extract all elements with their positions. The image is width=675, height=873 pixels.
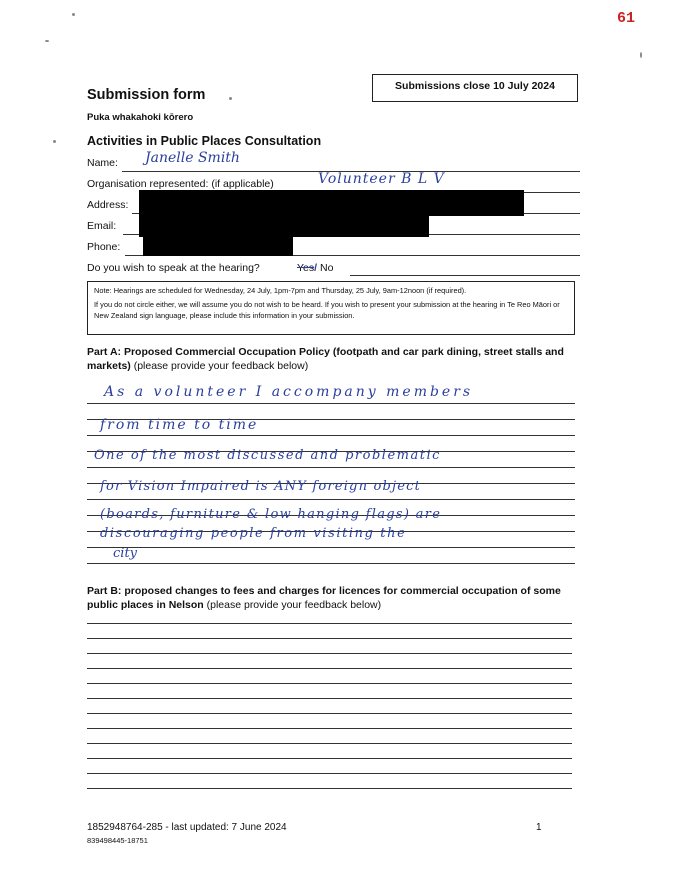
answer-line (87, 653, 572, 654)
name-label: Name: (87, 157, 118, 169)
part-b-title: Part B: proposed changes to fees and charges for licences for commercial occupation of some public places in Nelson (87, 585, 561, 611)
scan-speck (72, 13, 75, 16)
email-label: Email: (87, 220, 117, 232)
address-redaction (139, 190, 524, 216)
form-subtitle: Puka whakahoki kōrero (87, 112, 194, 123)
footer-document-id: 1852948764-285 - last updated: 7 June 2024 (87, 822, 287, 833)
answer-line (87, 683, 572, 684)
answer-line (87, 403, 575, 404)
speak-hearing-options[interactable] (297, 262, 333, 274)
answer-line (87, 758, 572, 759)
scan-speck (45, 40, 49, 42)
speak-field-line (350, 275, 580, 276)
form-title: Submission form (87, 87, 206, 103)
handwritten-line-5: (boards, furniture & low hanging flags) are (100, 507, 442, 522)
page-stamp-number: 61 (617, 10, 636, 27)
option-separator: / (314, 262, 318, 274)
answer-line (87, 467, 575, 468)
answer-line (87, 435, 575, 436)
part-b-instruction: (please provide your feedback below) (203, 599, 382, 611)
handwritten-line-6: discouraging people from visiting the (100, 526, 407, 541)
name-value-handwritten: Janelle Smith (145, 150, 240, 166)
part-a-title: Part A: Proposed Commercial Occupation Policy (footpath and car park dining, street stalls and markets) (87, 346, 564, 372)
scan-speck (229, 97, 232, 100)
handwritten-line-3: One of the most discussed and problematic (94, 448, 441, 463)
part-a-instruction: (please provide your feedback below) (130, 360, 309, 372)
speak-hearing-label: Do you wish to speak at the hearing? (87, 262, 260, 274)
answer-line (87, 563, 575, 564)
answer-line (87, 773, 572, 774)
part-b-heading (87, 584, 577, 612)
answer-line (87, 743, 572, 744)
answer-line (87, 623, 572, 624)
phone-redaction (143, 233, 293, 256)
submissions-close-notice: Submissions close 10 July 2024 (372, 74, 578, 102)
organisation-value-handwritten: Volunteer B L V (318, 171, 445, 187)
handwritten-line-1: As a volunteer I accompany members (104, 384, 474, 400)
footer-page-number: 1 (536, 822, 542, 833)
answer-line (87, 698, 572, 699)
hearing-note-box (87, 281, 575, 335)
organisation-label: Organisation represented: (if applicable) (87, 178, 274, 190)
note-instructions: If you do not circle either, we will assume you do not wish to be heard. If you wish to present your submission at the hearing in Te Reo Māori or New Zealand sign language, please include this information in your submission. (94, 300, 560, 320)
answer-line (87, 638, 572, 639)
answer-line (87, 547, 575, 548)
scan-speck (53, 140, 56, 143)
answer-line (87, 668, 572, 669)
address-label: Address: (87, 199, 129, 211)
answer-line (87, 788, 572, 789)
scan-speck (640, 52, 642, 58)
answer-line (87, 499, 575, 500)
phone-label: Phone: (87, 241, 121, 253)
footer-reference-number: 839498445-18751 (87, 836, 148, 845)
part-a-heading (87, 345, 577, 373)
answer-line (87, 713, 572, 714)
handwritten-line-2: from time to time (100, 417, 259, 433)
handwritten-line-4: for Vision Impaired is ANY foreign object (100, 479, 422, 494)
note-schedule: Note: Hearings are scheduled for Wednesday, 24 July, 1pm-7pm and Thursday, 25 July, 9am-12noon (if required). (94, 286, 467, 295)
consultation-heading: Activities in Public Places Consultation (87, 134, 322, 148)
option-no[interactable]: No (319, 262, 334, 274)
handwritten-line-7: city (113, 546, 138, 561)
option-yes-crossed[interactable]: Yes (297, 262, 315, 274)
answer-line (87, 728, 572, 729)
